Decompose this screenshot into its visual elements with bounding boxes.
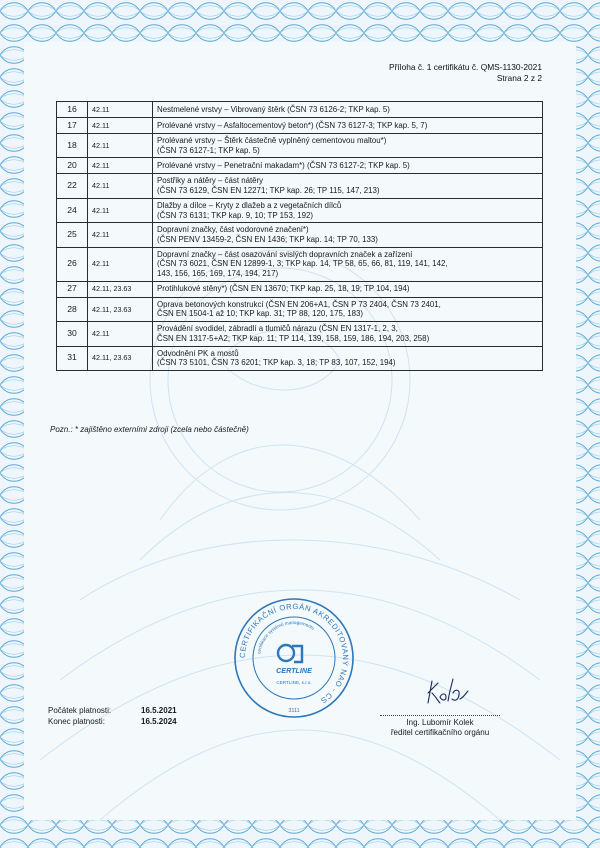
description-line: (ČSN PENV 13459-2, ČSN EN 1436; TKP kap. 14; TP 70, 133) (157, 234, 378, 244)
table-row (57, 247, 543, 281)
row-number: 25 (57, 223, 88, 247)
description-line: (ČSN 73 5101, ČSN 73 6201; TKP kap. 3, 18; TP 83, 107, 152, 194) (157, 358, 396, 368)
scope-description (153, 297, 543, 321)
table-row (57, 223, 543, 247)
description-line: Dlažby a dílce – Kryty z dlažeb a z vegetačních dílců (157, 200, 342, 210)
description-line: Odvodnění PK a mostů (157, 348, 239, 358)
scope-description (153, 281, 543, 297)
nace-code: 42.11 (88, 223, 153, 247)
row-number: 30 (57, 322, 88, 346)
certline-logo-icon (278, 645, 302, 662)
scope-description (153, 118, 543, 134)
description-line: Prolévané vrstvy – Penetrační makadam*) (ČSN 73 6127-2; TKP kap. 5) (157, 161, 410, 171)
nace-code: 42.11, 23.63 (88, 346, 153, 370)
nace-code: 42.11 (88, 322, 153, 346)
row-number: 27 (57, 281, 88, 297)
description-line: (ČSN 73 6131; TKP kap. 9, 10; TP 153, 192) (157, 210, 314, 220)
stamp-outer-text: CERTIFIKAČNÍ ORGÁN AKREDITOVANÝ NAO - CS (237, 601, 351, 706)
scope-description (153, 134, 543, 158)
description-line: Oprava betonových konstrukcí (ČSN EN 206+A1, ČSN P 73 2404, ČSN 73 2401, (157, 299, 441, 309)
table-row (57, 198, 543, 222)
description-line: Protihlukové stěny*) (ČSN EN 13670; TKP kap. 25, 18, 19; TP 104, 194) (157, 284, 410, 294)
description-line: 143, 156, 165, 169, 174, 194, 217) (157, 269, 279, 279)
start-date: 16.5.2021 (141, 706, 177, 715)
description-line: ČSN EN 1504-1 až 10; TKP kap. 31; TP 88, 120, 175, 183) (157, 309, 364, 319)
scope-description (153, 198, 543, 222)
description-line: Nestmelené vrstvy – Vibrovaný štěrk (ČSN 73 6126-2; TKP kap. 5) (157, 104, 390, 114)
nace-code: 42.11, 23.63 (88, 281, 153, 297)
signatory-block (380, 718, 500, 738)
table-row (57, 346, 543, 370)
description-line: Dopravní značky – část osazování svislých dopravních značek a zařízení (157, 249, 413, 259)
scope-description (153, 322, 543, 346)
certification-stamp (232, 596, 356, 720)
table-row (57, 281, 543, 297)
row-number: 28 (57, 297, 88, 321)
signatory-name: Ing. Lubomír Kolek (406, 718, 474, 727)
nace-code: 42.11 (88, 198, 153, 222)
validity-period (48, 706, 177, 727)
table-row (57, 297, 543, 321)
stamp-company: CERTLINE, s.r.o. (276, 680, 312, 685)
scope-table (56, 101, 543, 371)
scope-description (153, 223, 543, 247)
nace-code: 42.11 (88, 134, 153, 158)
table-row (57, 118, 543, 134)
scope-description (153, 174, 543, 198)
annex-line: Příloha č. 1 certifikátu č. QMS-1130-2021 (389, 62, 542, 72)
row-number: 31 (57, 346, 88, 370)
description-line: Provádění svodidel, zábradlí a tlumičů nárazu (ČSN EN 1317-1, 2, 3, (157, 324, 398, 334)
description-line: (ČSN 73 6127-1; TKP kap. 5) (157, 145, 260, 155)
stamp-number: 3111 (288, 708, 300, 714)
signature-line (380, 715, 500, 716)
description-line: (ČSN 73 6021, ČSN EN 12899-1, 3; TKP kap. 14, TP 58, 65, 66, 81, 119, 141, 142, (157, 259, 448, 269)
document-reference (389, 62, 542, 83)
nace-code: 42.11 (88, 174, 153, 198)
end-label: Konec platnosti: (48, 716, 105, 726)
description-line: ČSN EN 1317-5+A2; TKP kap. 11; TP 114, 139, 158, 159, 186, 194, 203, 258) (157, 333, 430, 343)
row-number: 18 (57, 134, 88, 158)
footnote: Pozn.: * zajištěno externími zdroji (zcela nebo částečně) (50, 425, 249, 434)
handwritten-signature (422, 675, 472, 709)
stamp-brand: CERTLINE (276, 666, 312, 675)
nace-code: 42.11 (88, 102, 153, 118)
end-date: 16.5.2024 (141, 716, 177, 726)
row-number: 26 (57, 247, 88, 281)
description-line: Dopravní značky, část vodorovné značení*) (157, 225, 309, 235)
description-line: Prolévané vrstvy – Štěrk částečně vyplněný cementovou maltou*) (157, 136, 387, 145)
table-row (57, 322, 543, 346)
signatory-title: ředitel certifikačního orgánu (390, 728, 490, 737)
scope-description (153, 247, 543, 281)
scope-description (153, 346, 543, 370)
row-number: 16 (57, 102, 88, 118)
row-number: 20 (57, 158, 88, 174)
description-line: Postřiky a nátěry – část nátěry (157, 176, 264, 186)
table-row (57, 102, 543, 118)
table-row (57, 134, 543, 158)
page-number: Strana 2 z 2 (496, 72, 542, 83)
row-number: 17 (57, 118, 88, 134)
nace-code: 42.11 (88, 118, 153, 134)
nace-code: 42.11 (88, 158, 153, 174)
row-number: 22 (57, 174, 88, 198)
row-number: 24 (57, 198, 88, 222)
table-row (57, 158, 543, 174)
description-line: Prolévané vrstvy – Asfaltocementový beton*) (ČSN 73 6127-3; TKP kap. 5, 7) (157, 120, 428, 130)
nace-code: 42.11 (88, 247, 153, 281)
nace-code: 42.11, 23.63 (88, 297, 153, 321)
start-label: Počátek platnosti: (48, 706, 112, 715)
scope-description (153, 158, 543, 174)
scope-description (153, 102, 543, 118)
description-line: (ČSN 73 6129, ČSN EN 12271; TKP kap. 26; TP 115, 147, 213) (157, 186, 380, 196)
stamp-inner-text: certifikace systémů managementu (256, 619, 316, 655)
table-row (57, 174, 543, 198)
